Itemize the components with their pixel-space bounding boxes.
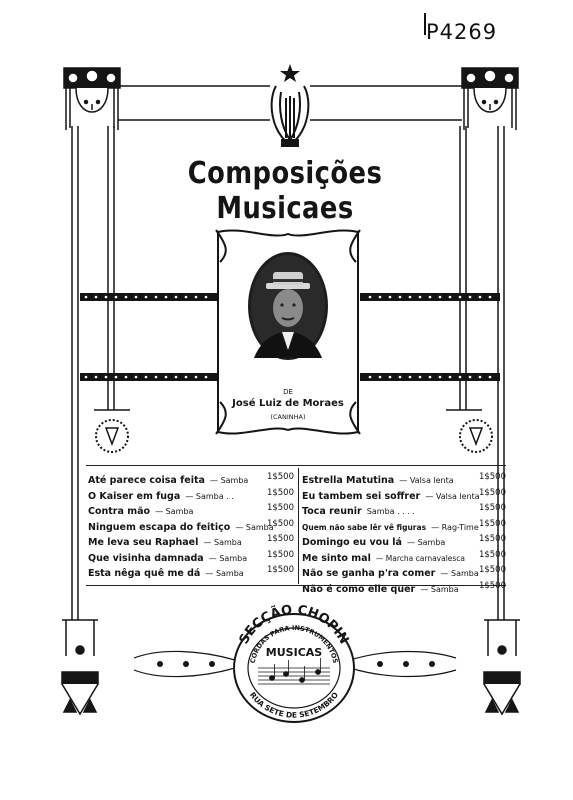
list-item: Toca reunir Samba . . . . 1$500 [302, 503, 506, 517]
list-item: Me leva seu Raphael — Samba 1$500 [88, 534, 294, 548]
song-list-left [88, 470, 294, 579]
left-foot-ornament [62, 620, 98, 714]
list-item: Domingo eu vou lá — Samba 1$500 [302, 534, 506, 548]
stamp-name: SECÇÃO CHOPIN [236, 602, 352, 647]
stamp-line2: MUSICAS [265, 646, 323, 659]
stamp-address: RUA SETE DE SETEMBRO [247, 690, 341, 720]
list-divider [298, 468, 299, 584]
list-item: O Kaiser em fuga — Samba . . 1$500 [88, 487, 294, 502]
star-icon [280, 64, 300, 82]
catalog-number: P4269 [426, 20, 498, 44]
list-item: Contra mão — Samba 1$500 [88, 503, 294, 517]
left-head-ornament [64, 68, 120, 130]
right-foot-ornament [484, 620, 520, 714]
author-name: José Luiz de Moraes [232, 398, 344, 409]
list-item: Ninguem escapa do feitiço — Samba 1$500 [88, 518, 294, 533]
right-pendant [446, 410, 492, 452]
right-head-ornament [462, 68, 518, 130]
stamp-line1: CORDAS PARA INSTRUMENTOS [248, 623, 340, 665]
publisher-stamp [228, 600, 360, 724]
list-item: Que visinha damnada — Samba 1$500 [88, 549, 294, 564]
author-nickname: (CANINHA) [270, 413, 306, 421]
list-item: Me sinto mal — Marcha carnavalesca 1$500 [302, 549, 506, 564]
list-item: Estrella Matutina — Valsa lenta 1$500 [302, 472, 506, 486]
song-list-right [302, 470, 506, 594]
list-item: Eu tambem sei soffrer — Valsa lenta 1$500 [302, 487, 506, 502]
list-item: Até parece coisa feita — Samba 1$500 [88, 472, 294, 486]
list-item: Esta nêga quê me dá — Samba 1$500 [88, 565, 294, 579]
list-item: Quem não sabe lêr vê figuras — Rag-Time 1$500 [302, 518, 506, 532]
page-title: Composições Musicaes [187, 156, 383, 226]
lyre-icon [272, 86, 309, 146]
list-item: Não se ganha p'ra comer — Samba 1$500 [302, 565, 506, 579]
author-prefix: DE [283, 388, 293, 396]
list-top-rule [86, 465, 506, 466]
list-item: Não é como elle quer — Samba 1$500 [302, 580, 506, 595]
left-pendant [94, 410, 130, 452]
